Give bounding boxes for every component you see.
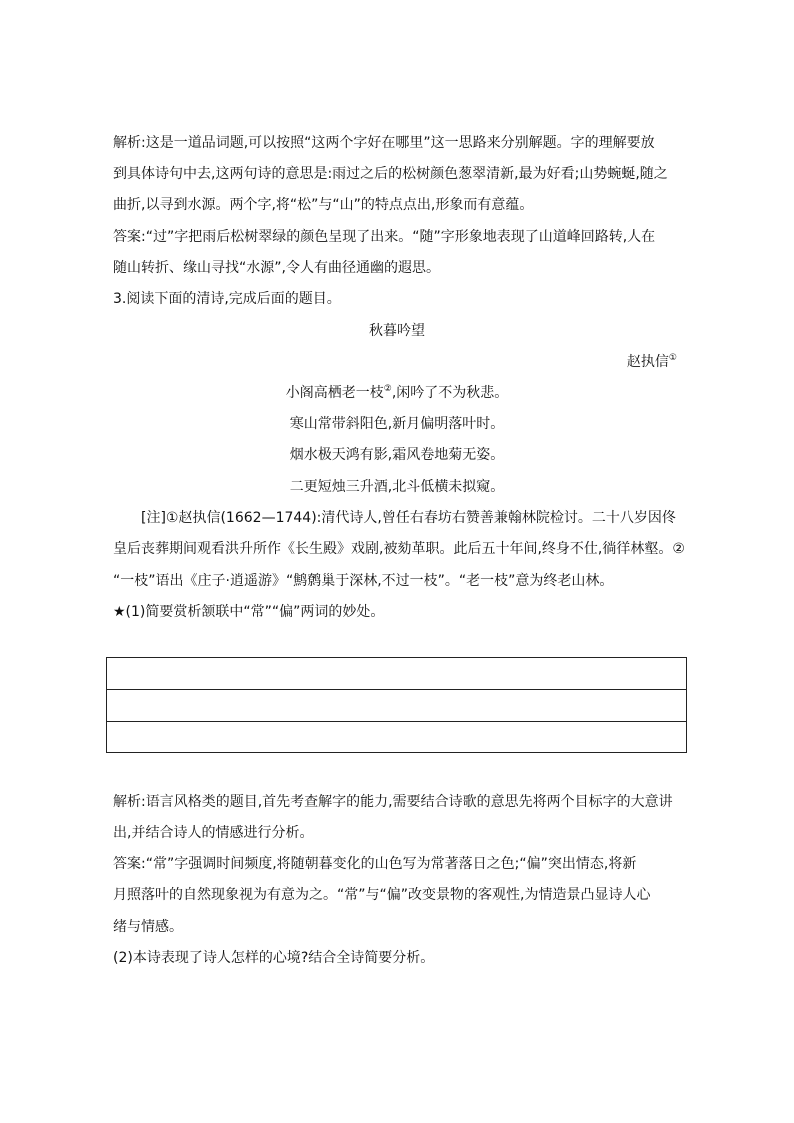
footnote-mark: ① — [668, 353, 677, 363]
sub-question-2: (2)本诗表现了诗人怎样的心境?结合全诗简要分析。 — [113, 950, 435, 966]
answer-line: 答案:“常”字强调时间频度,将随朝暮变化的山色写为常著落日之色;“偏”突出情态,将新 — [113, 856, 637, 872]
poem-line-part: 小阁高栖老一枝 — [285, 385, 384, 401]
answer-line-divider — [107, 721, 686, 722]
q2-answer-line: 随山转折、缘山寻找“水源”,令人有曲径通幽的遐思。 — [113, 260, 440, 276]
answer-box[interactable] — [106, 657, 687, 753]
poem-author-name: 赵执信 — [626, 354, 669, 370]
q2-answer-line: 答案:“过”字把雨后松树翠绿的颜色呈现了出来。“随”字形象地表现了山道峰回路转,人在 — [113, 229, 656, 245]
poem-author — [627, 352, 677, 372]
poem-line — [0, 383, 794, 403]
question-3-intro: 3.阅读下面的清诗,完成后面的题目。 — [113, 291, 341, 307]
analysis-line: 出,并结合诗人的情感进行分析。 — [113, 825, 314, 841]
poem-line: 二更短烛三升酒,北斗低横未拟窥。 — [289, 479, 505, 495]
footnote-mark: ② — [383, 384, 392, 394]
note-line: “一枝”语出《庄子·逍遥游》“鹪鹩巢于深林,不过一枝”。“老一枝”意为终老山林。 — [113, 573, 614, 589]
analysis-line: 解析:语言风格类的题目,首先考查解字的能力,需要结合诗歌的意思先将两个目标字的大意讲 — [113, 794, 673, 810]
note-line: 皇后丧葬期间观看洪升所作《长生殿》戏剧,被劾革职。此后五十年间,终身不仕,徜徉林壑。② — [113, 541, 685, 557]
sub-question-1: ★(1)简要赏析颔联中“常”“偏”两词的妙处。 — [113, 604, 385, 620]
q2-analysis-line: 曲折,以寻到水源。两个字,将“松”与“山”的特点点出,形象而有意蕴。 — [113, 197, 534, 213]
poem-title: 秋暮吟望 — [369, 323, 425, 339]
answer-line-divider — [107, 689, 686, 690]
poem-line: 寒山常带斜阳色,新月偏明落叶时。 — [289, 416, 505, 432]
q2-analysis-line: 解析:这是一道品词题,可以按照“这两个字好在哪里”这一思路来分别解题。字的理解要放 — [113, 135, 655, 151]
answer-line: 绪与情感。 — [113, 919, 183, 935]
q2-analysis-line: 到具体诗句中去,这两句诗的意思是:雨过之后的松树颜色葱翠清新,最为好看;山势蜿蜒,随之 — [113, 166, 668, 182]
poem-line: 烟水极天鸿有影,霜风卷地菊无姿。 — [289, 447, 505, 463]
poem-line-part: ,闲吟了不为秋悲。 — [391, 385, 509, 401]
note-line: [注]①赵执信(1662—1744):清代诗人,曾任右春坊右赞善兼翰林院检讨。二十八岁因佟 — [141, 510, 676, 526]
answer-line: 月照落叶的自然现象视为有意为之。“常”与“偏”改变景物的客观性,为情造景凸显诗人心 — [113, 887, 651, 903]
